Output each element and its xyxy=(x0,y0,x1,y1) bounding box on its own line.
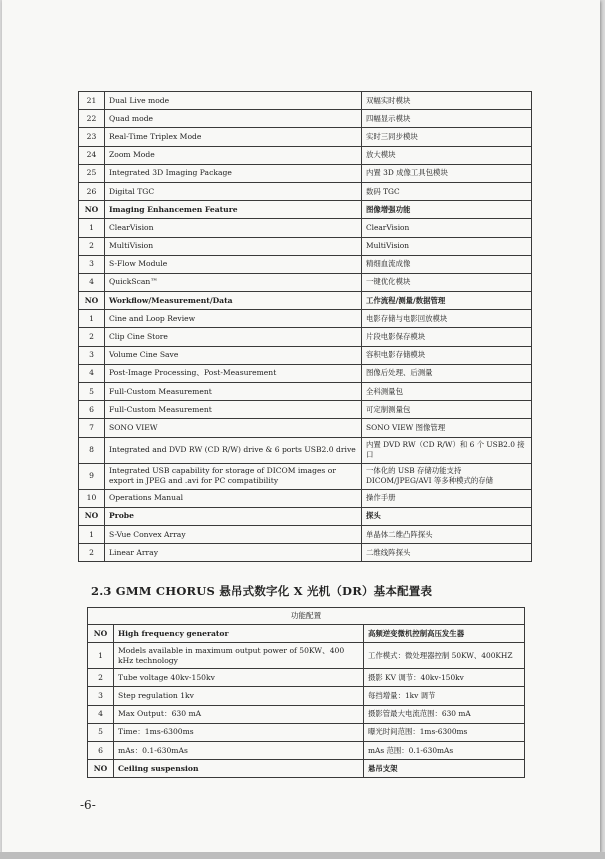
page-edge xyxy=(0,852,605,859)
row-english-text: Workflow/Measurement/Data xyxy=(105,292,362,310)
row-english-text: Post-Image Processing、Post-Measurement xyxy=(105,364,362,382)
row-english-text: Time：1ms-6300ms xyxy=(114,723,364,741)
row-number: 4 xyxy=(79,364,105,382)
table-row xyxy=(79,364,532,382)
row-chinese-text: 每挡增量：1kv 调节 xyxy=(364,687,525,705)
row-number: NO xyxy=(88,625,114,643)
table-row xyxy=(79,525,532,543)
table-row xyxy=(79,310,532,328)
row-english-text: Zoom Mode xyxy=(105,146,362,164)
table-row xyxy=(79,292,532,310)
row-english-text: Full-Custom Measurement xyxy=(105,401,362,419)
table-row xyxy=(88,723,525,741)
table-row xyxy=(79,328,532,346)
row-number: 2 xyxy=(79,544,105,562)
row-number: 10 xyxy=(79,489,105,507)
table-row xyxy=(79,182,532,200)
table-row xyxy=(88,705,525,723)
table-row xyxy=(79,437,532,463)
table-row xyxy=(79,164,532,182)
table-row xyxy=(79,110,532,128)
table-row xyxy=(79,219,532,237)
dr-config-table xyxy=(87,607,525,778)
row-chinese-text: 曝光时间范围：1ms-6300ms xyxy=(364,723,525,741)
row-chinese-text: ClearVision xyxy=(362,219,532,237)
row-number: 2 xyxy=(79,237,105,255)
row-number: 21 xyxy=(79,92,105,110)
row-number: 24 xyxy=(79,146,105,164)
row-chinese-text: 图像增强功能 xyxy=(362,201,532,219)
row-number: 6 xyxy=(79,401,105,419)
row-number: 25 xyxy=(79,164,105,182)
row-chinese-text: 单晶体二维凸阵探头 xyxy=(362,525,532,543)
row-number: NO xyxy=(79,507,105,525)
row-chinese-text: 二维线阵探头 xyxy=(362,544,532,562)
row-chinese-text: 数码 TGC xyxy=(362,182,532,200)
table-row xyxy=(79,419,532,437)
row-chinese-text: 图像后处理、后测量 xyxy=(362,364,532,382)
row-chinese-text: 摄影 KV 调节：40kv-150kv xyxy=(364,669,525,687)
table-row xyxy=(79,128,532,146)
row-chinese-text: 摄影管最大电流范围：630 mA xyxy=(364,705,525,723)
row-number: 3 xyxy=(88,687,114,705)
row-english-text: MultiVision xyxy=(105,237,362,255)
row-number: 4 xyxy=(88,705,114,723)
row-chinese-text: 悬吊支架 xyxy=(364,760,525,778)
row-chinese-text: 容积电影存储模块 xyxy=(362,346,532,364)
table-row xyxy=(79,346,532,364)
row-chinese-text: 工作模式：微处理器控制 50KW、400KHZ xyxy=(364,643,525,669)
row-chinese-text: 全科测量包 xyxy=(362,383,532,401)
row-number: 22 xyxy=(79,110,105,128)
row-chinese-text: 双幅实时模块 xyxy=(362,92,532,110)
row-number: 4 xyxy=(79,273,105,291)
row-english-text: mAs：0.1-630mAs xyxy=(114,741,364,759)
table-row xyxy=(79,489,532,507)
row-english-text: ClearVision xyxy=(105,219,362,237)
row-english-text: Imaging Enhancemen Feature xyxy=(105,201,362,219)
row-number: NO xyxy=(88,760,114,778)
row-chinese-text: 可定制测量包 xyxy=(362,401,532,419)
row-number: 1 xyxy=(79,310,105,328)
row-chinese-text: MultiVision xyxy=(362,237,532,255)
page-number: -6- xyxy=(80,798,96,812)
row-chinese-text: 工作流程/测量/数据管理 xyxy=(362,292,532,310)
row-number: 5 xyxy=(88,723,114,741)
document-page xyxy=(2,0,600,852)
row-english-text: Integrated USB capability for storage of DICOM images or export in JPEG and .avi for PC compatibility xyxy=(105,463,362,489)
row-english-text: Real-Time Triplex Mode xyxy=(105,128,362,146)
row-number: 5 xyxy=(79,383,105,401)
row-english-text: Probe xyxy=(105,507,362,525)
table-row xyxy=(79,255,532,273)
row-number: 3 xyxy=(79,255,105,273)
row-chinese-text: 一体化的 USB 存储功能支持 DICOM/JPEG/AVI 等多种模式的存储 xyxy=(362,463,532,489)
table-row xyxy=(88,687,525,705)
row-english-text: Linear Array xyxy=(105,544,362,562)
row-english-text: S-Vue Convex Array xyxy=(105,525,362,543)
row-number: NO xyxy=(79,201,105,219)
table-row xyxy=(79,544,532,562)
row-english-text: Models available in maximum output power of 50KW、400 kHz technology xyxy=(114,643,364,669)
row-number: 2 xyxy=(88,669,114,687)
row-chinese-text: 片段电影保存模块 xyxy=(362,328,532,346)
row-english-text: Integrated and DVD RW (CD R/W) drive & 6 ports USB2.0 drive xyxy=(105,437,362,463)
row-number: 1 xyxy=(79,525,105,543)
row-chinese-text: 内置 DVD RW（CD R/W）和 6 个 USB2.0 接口 xyxy=(362,437,532,463)
row-english-text: Dual Live mode xyxy=(105,92,362,110)
row-english-text: High frequency generator xyxy=(114,625,364,643)
row-english-text: Tube voltage 40kv-150kv xyxy=(114,669,364,687)
row-chinese-text: mAs 范围：0.1-630mAs xyxy=(364,741,525,759)
row-english-text: Integrated 3D Imaging Package xyxy=(105,164,362,182)
table-row xyxy=(79,201,532,219)
row-english-text: Digital TGC xyxy=(105,182,362,200)
row-chinese-text: 探头 xyxy=(362,507,532,525)
table-row xyxy=(88,760,525,778)
row-number: 3 xyxy=(79,346,105,364)
row-number: 1 xyxy=(79,219,105,237)
row-english-text: Clip Cine Store xyxy=(105,328,362,346)
table-row xyxy=(88,669,525,687)
row-chinese-text: 四幅显示模块 xyxy=(362,110,532,128)
row-number: 9 xyxy=(79,463,105,489)
row-number: 23 xyxy=(79,128,105,146)
row-english-text: Cine and Loop Review xyxy=(105,310,362,328)
row-number: 1 xyxy=(88,643,114,669)
table-row xyxy=(79,273,532,291)
row-chinese-text: SONO VIEW 图像管理 xyxy=(362,419,532,437)
row-english-text: Volume Cine Save xyxy=(105,346,362,364)
table-row xyxy=(88,741,525,759)
table-header: 功能配置 xyxy=(88,608,525,625)
table-row xyxy=(79,237,532,255)
row-english-text: Full-Custom Measurement xyxy=(105,383,362,401)
row-chinese-text: 内置 3D 成像工具包模块 xyxy=(362,164,532,182)
ultrasound-config-table xyxy=(78,91,532,562)
row-number: 2 xyxy=(79,328,105,346)
section-title: 2.3 GMM CHORUS 悬吊式数字化 X 光机（DR）基本配置表 xyxy=(91,584,433,598)
row-chinese-text: 一键优化模块 xyxy=(362,273,532,291)
row-number: 26 xyxy=(79,182,105,200)
table-row xyxy=(79,507,532,525)
row-english-text: Max Output：630 mA xyxy=(114,705,364,723)
table-row xyxy=(79,146,532,164)
table-row xyxy=(79,383,532,401)
row-english-text: Ceiling suspension xyxy=(114,760,364,778)
row-chinese-text: 高频逆变微机控制高压发生器 xyxy=(364,625,525,643)
row-chinese-text: 操作手册 xyxy=(362,489,532,507)
table-row xyxy=(79,401,532,419)
table-row xyxy=(79,92,532,110)
row-english-text: Operations Manual xyxy=(105,489,362,507)
row-english-text: Quad mode xyxy=(105,110,362,128)
row-chinese-text: 放大模块 xyxy=(362,146,532,164)
table-row xyxy=(88,643,525,669)
row-chinese-text: 精细血流成像 xyxy=(362,255,532,273)
row-english-text: SONO VIEW xyxy=(105,419,362,437)
row-english-text: QuickScan™ xyxy=(105,273,362,291)
row-chinese-text: 电影存储与电影回放模块 xyxy=(362,310,532,328)
row-english-text: S-Flow Module xyxy=(105,255,362,273)
row-number: 7 xyxy=(79,419,105,437)
row-number: 8 xyxy=(79,437,105,463)
row-english-text: Step regulation 1kv xyxy=(114,687,364,705)
row-number: 6 xyxy=(88,741,114,759)
table-row xyxy=(88,625,525,643)
row-number: NO xyxy=(79,292,105,310)
row-chinese-text: 实时三同步模块 xyxy=(362,128,532,146)
table-row xyxy=(79,463,532,489)
